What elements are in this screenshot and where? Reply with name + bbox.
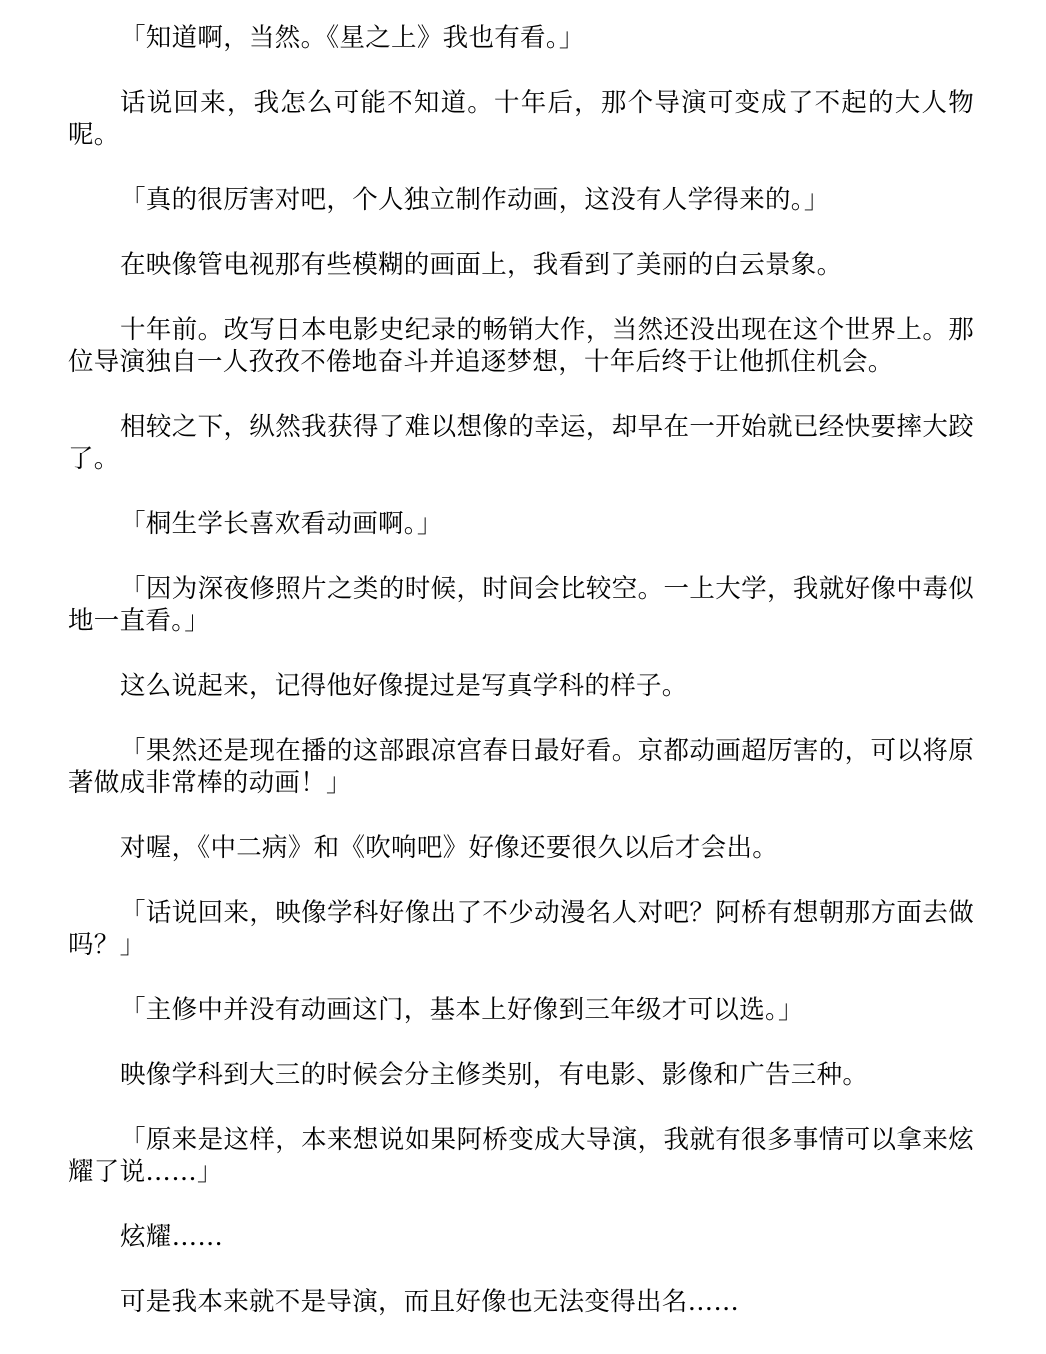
paragraph: 「桐生学长喜欢看动画啊。」: [120, 509, 443, 539]
paragraph: 「果然还是现在播的这部跟凉宫春日最好看。京都动画超厉害的，可以将原著做成非常棒的动画！」: [68, 736, 974, 798]
document-page: [68, 22, 974, 1351]
paragraph: 映像学科到大三的时候会分主修类别，有电影、影像和广告三种。: [120, 1060, 869, 1090]
paragraph: 炫耀……: [120, 1222, 224, 1252]
paragraph: 可是我本来就不是导演，而且好像也无法变得出名……: [120, 1287, 740, 1317]
paragraph: 「知道啊，当然。《星之上》我也有看。」: [120, 23, 585, 53]
paragraph: 「原来是这样，本来想说如果阿桥变成大导演，我就有很多事情可以拿来炫耀了说……」: [68, 1125, 974, 1187]
paragraph: 对喔，《中二病》和《吹响吧》好像还要很久以后才会出。: [120, 833, 779, 863]
paragraph: 「因为深夜修照片之类的时候，时间会比较空。一上大学，我就好像中毒似地一直看。」: [68, 574, 974, 636]
paragraph: 「话说回来，映像学科好像出了不少动漫名人对吧？阿桥有想朝那方面去做吗？」: [68, 898, 974, 960]
paragraph: 「真的很厉害对吧，个人独立制作动画，这没有人学得来的。」: [120, 185, 830, 215]
paragraph: 这么说起来，记得他好像提过是写真学科的样子。: [120, 671, 688, 701]
paragraph: 十年前。改写日本电影史纪录的畅销大作，当然还没出现在这个世界上。那位导演独自一人孜孜不倦地奋斗并追逐梦想，十年后终于让他抓住机会。: [68, 315, 974, 377]
paragraph: 在映像管电视那有些模糊的画面上，我看到了美丽的白云景象。: [120, 250, 843, 280]
paragraph: 相较之下，纵然我获得了难以想像的幸运，却早在一开始就已经快要摔大跤了。: [68, 412, 974, 474]
paragraph: 「主修中并没有动画这门，基本上好像到三年级才可以选。」: [120, 995, 804, 1025]
paragraph: 话说回来，我怎么可能不知道。十年后，那个导演可变成了不起的大人物呢。: [68, 88, 974, 150]
